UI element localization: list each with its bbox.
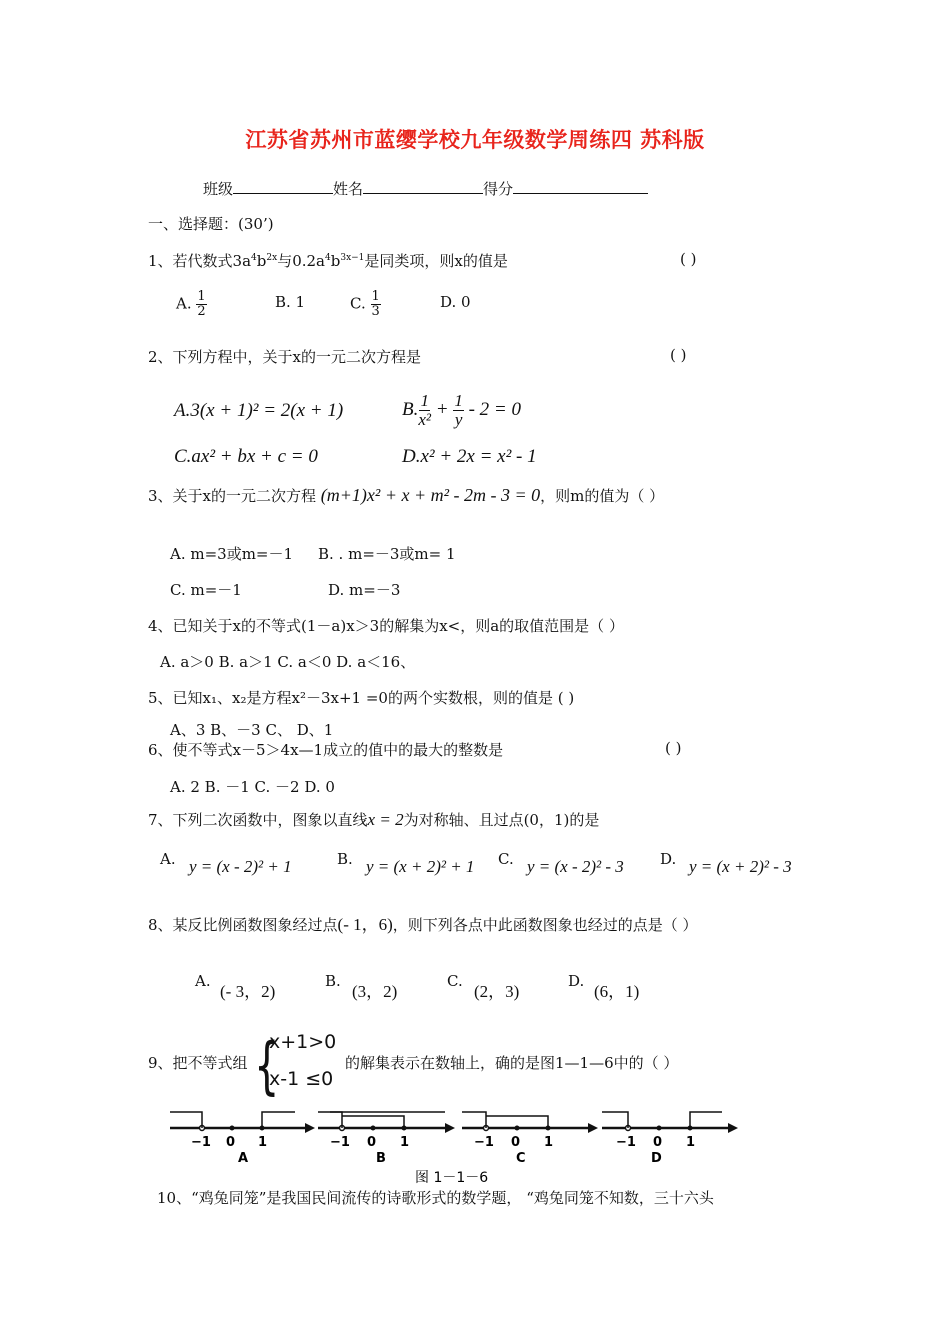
q8-option-d-label[interactable]: D. bbox=[568, 972, 585, 990]
class-blank[interactable] bbox=[233, 179, 333, 194]
tick-label: −1 bbox=[330, 1135, 350, 1150]
tick-label: −1 bbox=[474, 1135, 494, 1150]
q5-options[interactable]: A、3 B、－3 C、 D、1 bbox=[170, 721, 334, 739]
name-blank[interactable] bbox=[363, 179, 483, 194]
question-6: 6、使不等式x－5＞4x—1成立的值中的最大的整数是 bbox=[148, 741, 504, 759]
q1-option-c[interactable]: C. $\frac{1}{3}$ bbox=[350, 289, 380, 319]
q8-option-a-label[interactable]: A. bbox=[195, 972, 211, 990]
option-label-b: B bbox=[376, 1151, 386, 1166]
q3-equation: (m+1)x² + x + m² - 2m - 3 = 0 bbox=[320, 485, 541, 505]
answer-paren-1[interactable]: ( ) bbox=[680, 250, 697, 268]
question-8: 8、某反比例函数图象经过点(- 1，6)，则下列各点中此函数图象也经过的点是（ ） bbox=[148, 915, 698, 934]
q7-option-c-label[interactable]: C. bbox=[498, 850, 514, 868]
number-line-figure bbox=[170, 1100, 750, 1190]
question-7: 7、下列二次函数中，图象以直线x = 2为对称轴、且过点(0，1)的是 bbox=[148, 810, 600, 829]
student-info-line bbox=[203, 178, 648, 199]
q1-option-d[interactable]: D. 0 bbox=[440, 293, 471, 311]
section-heading: 一、选择题：(30’) bbox=[148, 215, 274, 233]
system-brace: { bbox=[254, 1031, 280, 1103]
class-label: 班级 bbox=[203, 180, 234, 198]
question-2: 2、下列方程中，关于x的一元二次方程是 bbox=[148, 348, 422, 366]
question-4: 4、已知关于x的不等式(1－a)x＞3的解集为x<，则a的取值范围是（ ） bbox=[148, 617, 624, 635]
q7-option-a-label[interactable]: A. bbox=[160, 850, 176, 868]
page-title: 江苏省苏州市蓝缨学校九年级数学周练四 苏科版 bbox=[245, 128, 705, 152]
option-label-c: C bbox=[516, 1151, 526, 1166]
q8-option-c[interactable]: (2，3) bbox=[474, 982, 520, 1001]
figure-caption: 图 1－1－6 bbox=[415, 1170, 489, 1186]
question-9-prefix: 9、把不等式组 bbox=[148, 1054, 248, 1072]
q7-option-d-label[interactable]: D. bbox=[660, 850, 677, 868]
q2-option-a[interactable]: A.3(x + 1)² = 2(x + 1) bbox=[174, 400, 344, 421]
q6-options[interactable]: A. 2 B. －1 C. －2 D. 0 bbox=[170, 778, 335, 796]
q8-option-b[interactable]: (3，2) bbox=[352, 982, 398, 1001]
q7-option-a[interactable]: y = (x - 2)² + 1 bbox=[189, 857, 292, 876]
tick-label: 1 bbox=[686, 1135, 696, 1150]
q8-option-b-label[interactable]: B. bbox=[325, 972, 341, 990]
number-line-c[interactable] bbox=[415, 1112, 598, 1186]
number-line-b[interactable] bbox=[318, 1112, 455, 1166]
q3-option-a[interactable]: A. m=3或m=－1 bbox=[170, 545, 294, 563]
q3-option-c[interactable]: C. m=－1 bbox=[170, 581, 242, 599]
question-5: 5、已知x₁、x₂是方程x²－3x+1 =0的两个实数根，则的值是 ( ) bbox=[148, 689, 575, 707]
answer-paren-2[interactable]: ( ) bbox=[670, 346, 687, 364]
q2-option-c[interactable]: C.ax² + bx + c = 0 bbox=[174, 446, 318, 467]
q3-option-b[interactable]: B. . m=－3或m= 1 bbox=[318, 545, 456, 563]
q4-options[interactable]: A. a＞0 B. a＞1 C. a＜0 D. a＜16、 bbox=[160, 653, 416, 671]
q2-option-b[interactable]: B. $\frac{1}{\text{x²}}$ + $\frac{1}{y}$ - 2 = 0 bbox=[402, 391, 521, 429]
question-10: 10、“鸡兔同笼”是我国民间流传的诗歌形式的数学题， “鸡兔同笼不知数，三十六头 bbox=[157, 1189, 714, 1207]
q7-option-c[interactable]: y = (x - 2)² - 3 bbox=[527, 857, 624, 876]
q1-option-b[interactable]: B. 1 bbox=[275, 293, 306, 311]
option-label-a: A bbox=[238, 1151, 249, 1166]
tick-label: 1 bbox=[400, 1135, 410, 1150]
name-label: 姓名 bbox=[333, 180, 364, 198]
q3-option-d[interactable]: D. m=－3 bbox=[328, 581, 401, 599]
q2-option-d[interactable]: D.x² + 2x = x² - 1 bbox=[402, 446, 537, 467]
inequality-2: x-1 ≤0 bbox=[269, 1068, 334, 1090]
tick-label: 0 bbox=[653, 1135, 663, 1150]
q7-option-b[interactable]: y = (x + 2)² + 1 bbox=[366, 857, 475, 876]
tick-label: −1 bbox=[616, 1135, 636, 1150]
q8-option-d[interactable]: (6，1) bbox=[594, 982, 640, 1001]
question-1: 1、若代数式$3a^4b^{2x}$与$0.2a^4b^{3x-1}$是同类项，则x的值是 bbox=[148, 252, 508, 270]
tick-label: −1 bbox=[191, 1135, 211, 1150]
q8-option-a[interactable]: (- 3，2) bbox=[220, 982, 276, 1001]
tick-label: 0 bbox=[511, 1135, 521, 1150]
inequality-1: x+1>0 bbox=[269, 1031, 337, 1053]
tick-label: 0 bbox=[367, 1135, 377, 1150]
tick-label: 1 bbox=[258, 1135, 268, 1150]
question-3: 3、关于x的一元二次方程 (m+1)x² + x + m² - 2m - 3 = 0，则m的值为（ ） bbox=[148, 485, 665, 505]
q7-option-b-label[interactable]: B. bbox=[337, 850, 353, 868]
number-line-d[interactable] bbox=[602, 1112, 738, 1166]
answer-paren-6[interactable]: ( ) bbox=[665, 739, 682, 757]
score-label: 得分 bbox=[483, 180, 514, 198]
q7-option-d[interactable]: y = (x + 2)² - 3 bbox=[689, 857, 792, 876]
q8-point: (- 1，6) bbox=[337, 915, 393, 934]
q8-option-c-label[interactable]: C. bbox=[447, 972, 463, 990]
option-label-d: D bbox=[651, 1151, 662, 1166]
question-9-suffix: 的解集表示在数轴上，确的是图1—1—6中的（ ） bbox=[345, 1054, 679, 1072]
tick-label: 1 bbox=[544, 1135, 554, 1150]
q1-option-a[interactable]: A. $\frac{1}{2}$ bbox=[176, 289, 206, 319]
number-line-a[interactable] bbox=[170, 1112, 315, 1166]
q7-axis-equation: x = 2 bbox=[367, 810, 404, 829]
tick-label: 0 bbox=[226, 1135, 236, 1150]
score-blank[interactable] bbox=[513, 179, 648, 194]
